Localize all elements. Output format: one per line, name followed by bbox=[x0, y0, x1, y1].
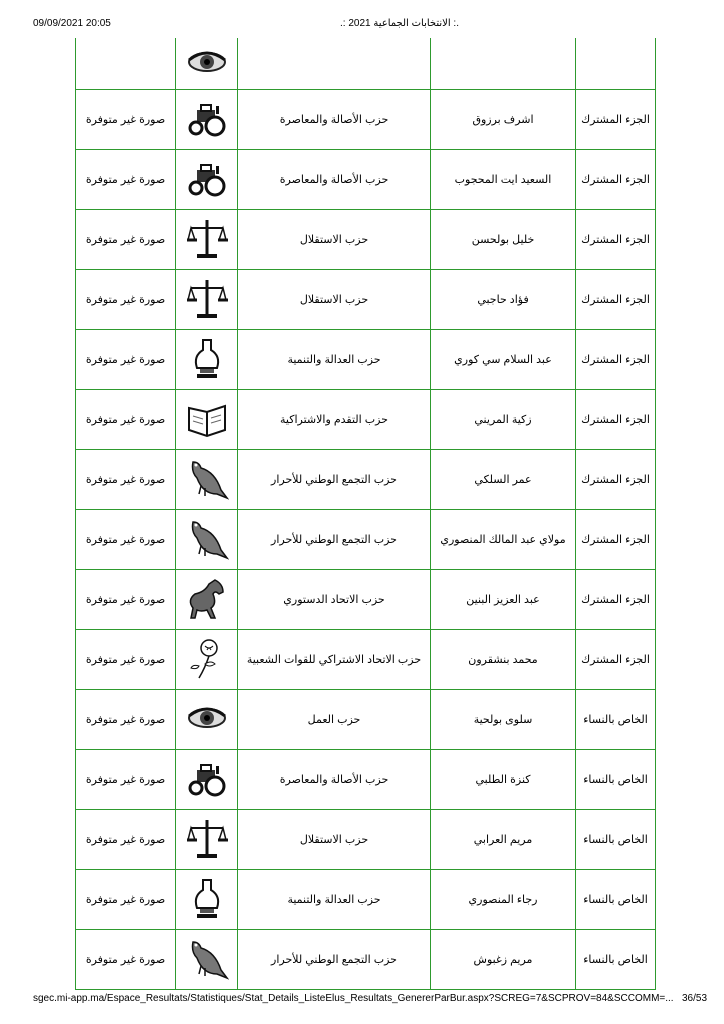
party-cell bbox=[237, 630, 430, 689]
type-text: الخاص بالنساء bbox=[583, 714, 648, 726]
type-text: الجزء المشترك bbox=[581, 474, 650, 486]
type-cell bbox=[575, 390, 656, 449]
type-cell bbox=[575, 510, 656, 569]
logo-cell bbox=[175, 690, 237, 749]
party-text: حزب الاستقلال bbox=[299, 234, 369, 246]
type-cell bbox=[575, 90, 656, 149]
party-cell bbox=[237, 810, 430, 869]
photo-cell bbox=[75, 810, 175, 869]
party-text: حزب التجمع الوطني للأحرار bbox=[271, 954, 397, 966]
photo-cell bbox=[75, 510, 175, 569]
name-cell bbox=[430, 38, 575, 89]
party-cell bbox=[237, 390, 430, 449]
photo-text: صورة غير متوفرة bbox=[85, 234, 166, 246]
bird-icon bbox=[185, 516, 229, 563]
name-cell bbox=[430, 90, 575, 149]
name-text: كنزة الطلبي bbox=[475, 774, 531, 786]
page-url: sgec.mi-app.ma/Espace_Resultats/Statistiques/Stat_Details_ListeElus_Resultats_GenererParBur.aspx?SCREG=7&SCPROV=84&SCCOMM=... bbox=[33, 993, 674, 1004]
eye-icon bbox=[185, 40, 229, 87]
page-number: 36/53 bbox=[682, 993, 708, 1004]
party-text: حزب الأصالة والمعاصرة bbox=[279, 174, 389, 186]
type-cell bbox=[575, 630, 656, 689]
type-text: الخاص بالنساء bbox=[583, 834, 648, 846]
table-row bbox=[75, 810, 656, 870]
table-row bbox=[75, 150, 656, 210]
logo-cell bbox=[175, 570, 237, 629]
scales-icon bbox=[185, 816, 229, 863]
logo-cell bbox=[175, 750, 237, 809]
type-text: الخاص بالنساء bbox=[583, 894, 648, 906]
party-text: حزب الاتحاد الاشتراكي للقوات الشعبية bbox=[246, 654, 422, 666]
logo-cell bbox=[175, 210, 237, 269]
type-text: الجزء المشترك bbox=[581, 294, 650, 306]
logo-cell bbox=[175, 510, 237, 569]
photo-cell bbox=[75, 450, 175, 509]
name-cell bbox=[430, 630, 575, 689]
lamp-icon bbox=[185, 876, 229, 923]
photo-text: صورة غير متوفرة bbox=[85, 474, 166, 486]
name-cell bbox=[430, 390, 575, 449]
photo-cell bbox=[75, 570, 175, 629]
photo-cell bbox=[75, 870, 175, 929]
type-cell bbox=[575, 750, 656, 809]
type-text: الخاص بالنساء bbox=[583, 954, 648, 966]
lamp-icon bbox=[185, 336, 229, 383]
photo-text: صورة غير متوفرة bbox=[85, 954, 166, 966]
party-cell bbox=[237, 690, 430, 749]
photo-cell bbox=[75, 90, 175, 149]
photo-text: صورة غير متوفرة bbox=[85, 594, 166, 606]
party-text: حزب الأصالة والمعاصرة bbox=[279, 114, 389, 126]
table-row bbox=[75, 690, 656, 750]
logo-cell bbox=[175, 270, 237, 329]
name-text: عبد العزيز البنين bbox=[466, 594, 540, 606]
name-cell bbox=[430, 930, 575, 989]
photo-cell bbox=[75, 390, 175, 449]
photo-text: صورة غير متوفرة bbox=[85, 714, 166, 726]
party-text: حزب التقدم والاشتراكية bbox=[280, 414, 388, 426]
party-text: حزب الاستقلال bbox=[299, 294, 369, 306]
tractor-icon bbox=[185, 756, 229, 803]
type-text: الجزء المشترك bbox=[581, 174, 650, 186]
photo-cell bbox=[75, 930, 175, 989]
photo-text: صورة غير متوفرة bbox=[85, 534, 166, 546]
type-text: الجزء المشترك bbox=[581, 594, 650, 606]
type-text: الجزء المشترك bbox=[581, 234, 650, 246]
table-row bbox=[75, 450, 656, 510]
name-text: اشرف برزوق bbox=[472, 114, 534, 126]
photo-text: صورة غير متوفرة bbox=[85, 414, 166, 426]
party-cell bbox=[237, 38, 430, 89]
type-cell bbox=[575, 270, 656, 329]
name-cell bbox=[430, 330, 575, 389]
type-cell bbox=[575, 810, 656, 869]
name-cell bbox=[430, 570, 575, 629]
photo-text: صورة غير متوفرة bbox=[85, 654, 166, 666]
photo-cell bbox=[75, 150, 175, 209]
party-cell bbox=[237, 870, 430, 929]
name-text: محمد بنشقرون bbox=[468, 654, 538, 666]
photo-cell bbox=[75, 38, 175, 89]
name-text: مولاي عبد المالك المنصوري bbox=[440, 534, 566, 546]
type-text: الجزء المشترك bbox=[581, 354, 650, 366]
photo-cell bbox=[75, 690, 175, 749]
party-cell bbox=[237, 150, 430, 209]
elected-members-table bbox=[75, 38, 656, 990]
page-title: .: الانتخابات الجماعية 2021 :. bbox=[340, 18, 459, 29]
type-cell bbox=[575, 330, 656, 389]
table-row bbox=[75, 390, 656, 450]
name-cell bbox=[430, 210, 575, 269]
logo-cell bbox=[175, 870, 237, 929]
party-cell bbox=[237, 330, 430, 389]
name-text: عبد السلام سي كوري bbox=[454, 354, 552, 366]
party-text: حزب الاتحاد الدستوري bbox=[283, 594, 385, 606]
name-cell bbox=[430, 450, 575, 509]
name-text: مريم زغبوش bbox=[473, 954, 533, 966]
photo-text: صورة غير متوفرة bbox=[85, 774, 166, 786]
party-cell bbox=[237, 930, 430, 989]
name-text: خليل بولحسن bbox=[471, 234, 535, 246]
logo-cell bbox=[175, 930, 237, 989]
book-icon bbox=[185, 396, 229, 443]
logo-cell bbox=[175, 450, 237, 509]
name-cell bbox=[430, 270, 575, 329]
type-cell bbox=[575, 870, 656, 929]
logo-cell bbox=[175, 90, 237, 149]
table-row bbox=[75, 630, 656, 690]
name-text: زكية المريني bbox=[474, 414, 532, 426]
party-cell bbox=[237, 510, 430, 569]
name-text: مريم العرابي bbox=[473, 834, 533, 846]
photo-text: صورة غير متوفرة bbox=[85, 894, 166, 906]
type-cell bbox=[575, 570, 656, 629]
bird-icon bbox=[185, 936, 229, 983]
table-row bbox=[75, 90, 656, 150]
eye-icon bbox=[185, 696, 229, 743]
scales-icon bbox=[185, 216, 229, 263]
name-text: سلوى بولحية bbox=[473, 714, 533, 726]
party-text: حزب الاستقلال bbox=[299, 834, 369, 846]
logo-cell bbox=[175, 330, 237, 389]
party-text: حزب العدالة والتنمية bbox=[287, 354, 381, 366]
photo-text: صورة غير متوفرة bbox=[85, 834, 166, 846]
name-cell bbox=[430, 870, 575, 929]
type-cell bbox=[575, 450, 656, 509]
party-text: حزب التجمع الوطني للأحرار bbox=[271, 534, 397, 546]
name-text: فؤاد حاجبي bbox=[477, 294, 529, 306]
tractor-icon bbox=[185, 96, 229, 143]
photo-text: صورة غير متوفرة bbox=[85, 294, 166, 306]
party-cell bbox=[237, 450, 430, 509]
bird-icon bbox=[185, 456, 229, 503]
party-cell bbox=[237, 750, 430, 809]
tractor-icon bbox=[185, 156, 229, 203]
photo-cell bbox=[75, 630, 175, 689]
table-row bbox=[75, 210, 656, 270]
type-text: الجزء المشترك bbox=[581, 654, 650, 666]
rose-icon bbox=[185, 636, 229, 683]
name-text: عمر السلكي bbox=[474, 474, 532, 486]
party-text: حزب الأصالة والمعاصرة bbox=[279, 774, 389, 786]
scales-icon bbox=[185, 276, 229, 323]
party-cell bbox=[237, 90, 430, 149]
type-text: الخاص بالنساء bbox=[583, 774, 648, 786]
name-cell bbox=[430, 810, 575, 869]
type-cell bbox=[575, 690, 656, 749]
table-row bbox=[75, 510, 656, 570]
name-text: السعيد ايت المحجوب bbox=[454, 174, 552, 186]
type-cell bbox=[575, 38, 656, 89]
print-timestamp: 09/09/2021 20:05 bbox=[33, 18, 111, 29]
table-row bbox=[75, 750, 656, 810]
name-cell bbox=[430, 690, 575, 749]
type-text: الجزء المشترك bbox=[581, 534, 650, 546]
table-row bbox=[75, 270, 656, 330]
table-row bbox=[75, 870, 656, 930]
party-text: حزب العمل bbox=[307, 714, 361, 726]
type-text: الجزء المشترك bbox=[581, 414, 650, 426]
type-cell bbox=[575, 210, 656, 269]
photo-text: صورة غير متوفرة bbox=[85, 354, 166, 366]
party-text: حزب التجمع الوطني للأحرار bbox=[271, 474, 397, 486]
photo-text: صورة غير متوفرة bbox=[85, 174, 166, 186]
party-cell bbox=[237, 570, 430, 629]
party-cell bbox=[237, 210, 430, 269]
photo-cell bbox=[75, 210, 175, 269]
horse-icon bbox=[185, 576, 229, 623]
photo-cell bbox=[75, 750, 175, 809]
party-cell bbox=[237, 270, 430, 329]
logo-cell bbox=[175, 810, 237, 869]
table-row bbox=[75, 330, 656, 390]
name-cell bbox=[430, 150, 575, 209]
type-cell bbox=[575, 150, 656, 209]
logo-cell bbox=[175, 150, 237, 209]
type-text: الجزء المشترك bbox=[581, 114, 650, 126]
table-row bbox=[75, 930, 656, 990]
logo-cell bbox=[175, 630, 237, 689]
photo-cell bbox=[75, 330, 175, 389]
logo-cell bbox=[175, 38, 237, 89]
table-row bbox=[75, 570, 656, 630]
table-row bbox=[75, 38, 656, 90]
type-cell bbox=[575, 930, 656, 989]
name-text: رجاء المنصوري bbox=[468, 894, 538, 906]
photo-text: صورة غير متوفرة bbox=[85, 114, 166, 126]
photo-cell bbox=[75, 270, 175, 329]
name-cell bbox=[430, 510, 575, 569]
logo-cell bbox=[175, 390, 237, 449]
name-cell bbox=[430, 750, 575, 809]
party-text: حزب العدالة والتنمية bbox=[287, 894, 381, 906]
